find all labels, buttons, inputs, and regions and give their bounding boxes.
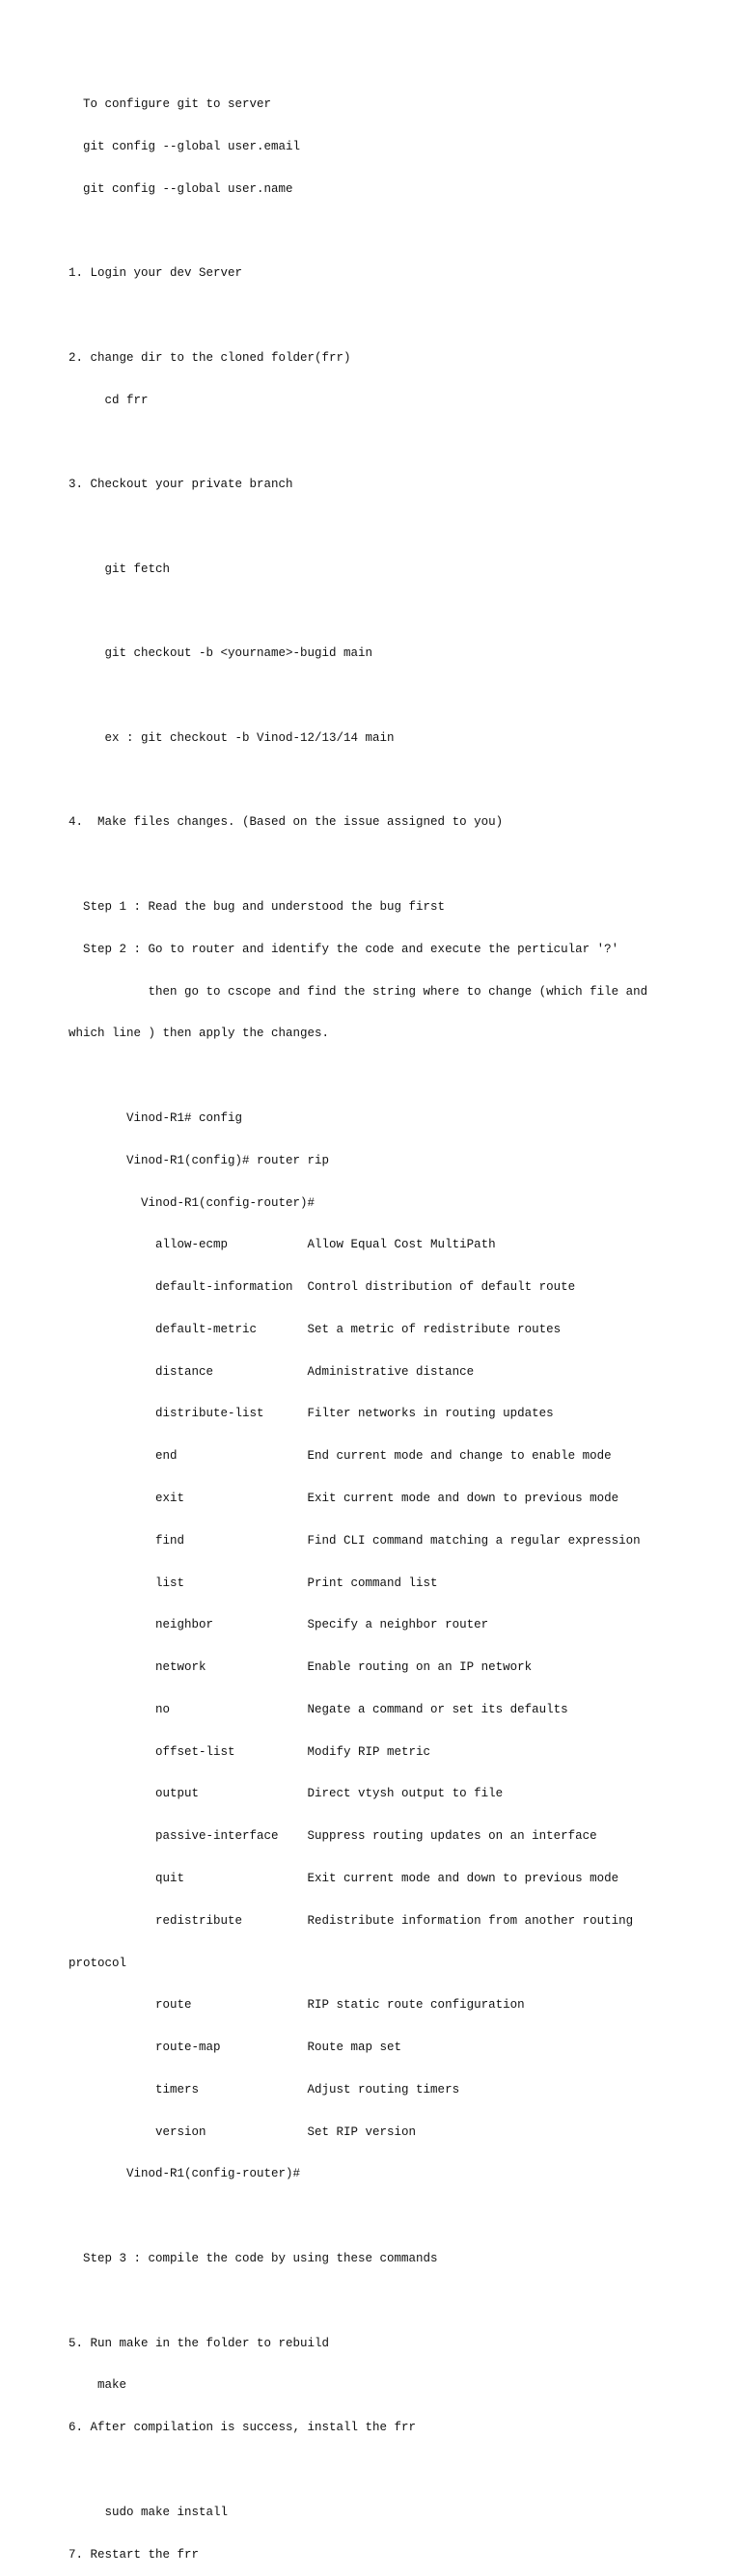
text-line [69,2209,647,2224]
text-line: protocol [69,1956,127,1970]
text-line [69,1069,647,1083]
text-line: 4. Make files changes. (Based on the issue assigned to you) [69,815,504,830]
text-line [69,774,647,788]
text-line: 5. Run make in the folder to rebuild [69,2336,330,2350]
text-line: no Negate a command or set its defaults [69,1702,568,1716]
text-line [69,520,647,534]
text-line: list Print command list [69,1576,438,1590]
text-line [69,2294,647,2309]
text-line: Vinod-R1(config-router)# [69,2167,301,2181]
document-body [69,69,647,2576]
text-line: To configure git to server [69,97,272,112]
text-line [69,2463,647,2478]
text-line: Step 2 : Go to router and identify the code and execute the perticular '?' [69,942,619,956]
text-line: quit Exit current mode and down to previous mode [69,1872,619,1885]
text-line: allow-ecmp Allow Equal Cost MultiPath [69,1238,496,1252]
text-line: timers Adjust routing timers [69,2082,460,2096]
text-line: ex : git checkout -b Vinod-12/13/14 main [69,730,395,745]
text-line: find Find CLI command matching a regular expression [69,1533,641,1548]
text-line: 6. After compilation is success, install the frr [69,2421,417,2435]
text-line: Vinod-R1# config [69,1110,243,1125]
text-line: sudo make install [69,2505,229,2519]
text-line: 3. Checkout your private branch [69,478,293,492]
text-line: end End current mode and change to enable mode [69,1449,612,1464]
text-line: then go to cscope and find the string where to change (which file and [69,984,648,999]
text-line: Step 3 : compile the code by using these commands [69,2252,438,2266]
text-line [69,858,647,872]
text-line [69,435,647,450]
text-line: 2. change dir to the cloned folder(frr) [69,350,351,365]
text-line: 1. Login your dev Server [69,266,243,281]
text-line: output Direct vtysh output to file [69,1787,504,1801]
text-line: neighbor Specify a neighbor router [69,1618,489,1632]
text-line: route RIP static route configuration [69,1998,525,2013]
text-line: cd frr [69,393,149,407]
text-line: Step 1 : Read the bug and understood the bug first [69,900,446,915]
text-line [69,605,647,619]
text-line: Vinod-R1(config-router)# [69,1195,316,1210]
text-line: git config --global user.name [69,181,293,196]
text-line: 7. Restart the frr [69,2547,200,2562]
text-line [69,689,647,703]
text-line: git checkout -b <yourname>-bugid main [69,646,373,661]
text-line: Vinod-R1(config)# router rip [69,1153,330,1167]
text-line: exit Exit current mode and down to previous mode [69,1491,619,1505]
text-line: redistribute Redistribute information from another routing [69,1913,634,1928]
text-line: distance Administrative distance [69,1364,475,1379]
text-line: network Enable routing on an IP network [69,1660,533,1675]
text-line [69,225,647,239]
text-line: git fetch [69,562,171,576]
text-line: default-metric Set a metric of redistribute routes [69,1322,562,1336]
text-line: make [69,2378,127,2393]
text-line: which line ) then apply the changes. [69,1027,330,1041]
text-line: offset-list Modify RIP metric [69,1744,431,1759]
text-line: route-map Route map set [69,2041,402,2055]
text-line: version Set RIP version [69,2124,417,2139]
text-line: default-information Control distribution of default route [69,1280,576,1295]
text-line: passive-interface Suppress routing updates on an interface [69,1829,597,1844]
text-line: distribute-list Filter networks in routing updates [69,1407,554,1421]
text-line [69,309,647,323]
text-line: git config --global user.email [69,139,301,153]
